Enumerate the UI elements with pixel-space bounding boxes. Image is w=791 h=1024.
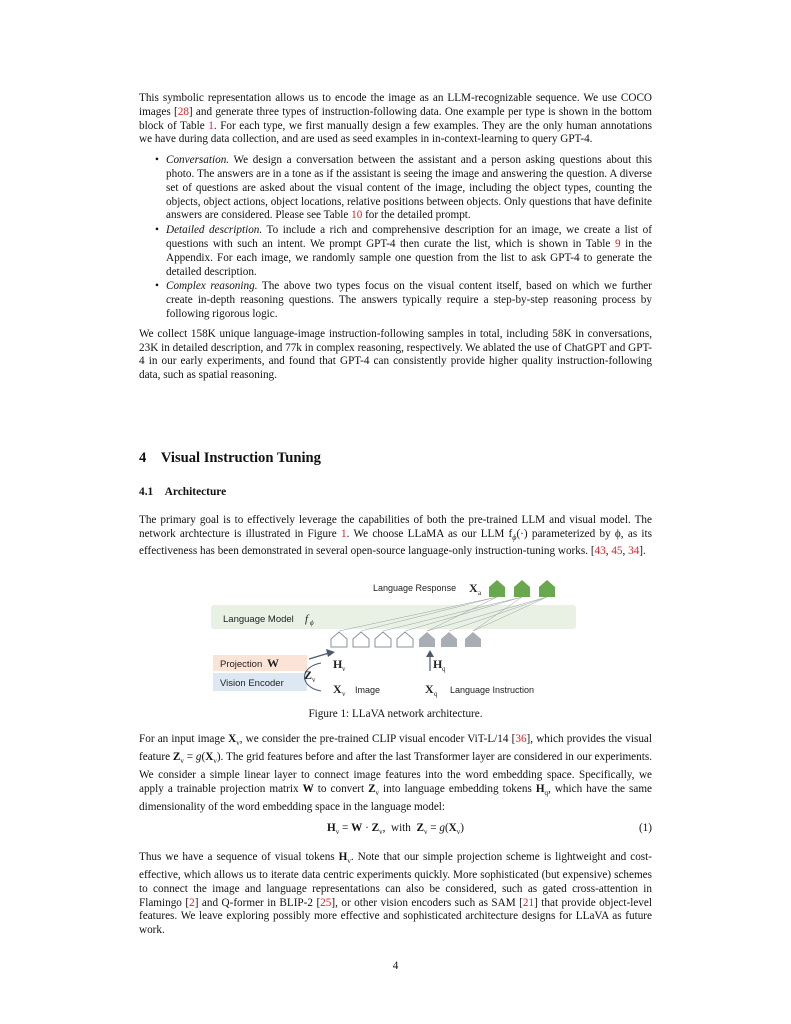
collect-paragraph: We collect 158K unique language-image instruction-following samples in total, including 58K in conversations, 23K in detailed description, and 77k in complex reasoning, respectively. We ablated the use of ChatGPT and GPT-4 in our early experiments, and found that GPT-4 can consistently provide higher quality instruction-following data, such as spatial reasoning. (139, 327, 652, 382)
language-token (441, 632, 457, 647)
subsection-heading (139, 486, 226, 498)
hq-symbol: H (433, 657, 443, 671)
text: . Note that our simple projection scheme is lightweight and cost-effective, which allows us to iterate data centric experiments quickly. More sophisticated (but expensive) schemes to connect the image and language representations can also be considered, such as gated cross-attention in Flamingo [ (139, 851, 652, 909)
arrow-head (326, 649, 335, 657)
hv-symbol: H (333, 657, 343, 671)
xv-subscript: v (342, 690, 346, 698)
citation-link[interactable]: 2 (189, 896, 195, 909)
text: , which have the same dimensionality of the word embedding space in the language model: (139, 782, 653, 813)
section-number: 4 (139, 450, 147, 466)
citation-link[interactable]: 43 (594, 544, 606, 557)
text: into language embedding tokens (379, 782, 536, 795)
output-tokens (489, 580, 555, 597)
llava-architecture-figure (211, 575, 581, 705)
list-item (166, 154, 652, 223)
hv-subscript: v (342, 665, 346, 673)
text: We design a conversation between the assistant and a person asking questions about this photo. The answers are in a tone as if the assistant is seeing the image and answering the question. A diverse set of questions are asked about the visual content of the image, including the object types, counting the objects, object actions, object locations, relative positions between objects. Only questions that have definite answers are considered. Please see Table (166, 154, 652, 222)
vision-encoder-label: Vision Encoder (220, 678, 284, 689)
image-label: Image (355, 685, 381, 695)
thus-paragraph-wrap (139, 851, 652, 938)
zv-symbol: Z (304, 668, 313, 682)
visual-tokens (331, 632, 413, 647)
text: ] and Q-former in BLIP-2 [ (194, 896, 321, 909)
text: Thus we have a sequence of visual tokens (139, 851, 339, 863)
text: This symbolic representation allows us to encode the image as an LLM-recognizable sequence. We use COCO images [ (139, 92, 652, 118)
citation-link[interactable]: 45 (611, 544, 623, 557)
section-heading (139, 450, 321, 467)
xq-subscript: q (434, 690, 438, 698)
subsection-title: Architecture (164, 486, 227, 498)
citation-link[interactable]: 21 (522, 896, 535, 909)
text: ]. (639, 544, 646, 557)
hq-arrow-head (426, 650, 434, 657)
output-token (489, 580, 505, 597)
f-subscript: ϕ (310, 619, 314, 627)
projection-label: Projection (220, 659, 263, 670)
table-link[interactable]: 1 (208, 119, 214, 132)
citation-link[interactable]: 34 (628, 544, 640, 557)
table-link[interactable]: 9 (614, 237, 621, 250)
separator: , (622, 544, 629, 557)
item-label: Detailed description. (166, 224, 263, 237)
text: For an input image (139, 733, 229, 745)
subscript: ϕ (512, 533, 517, 543)
separator: , (605, 544, 612, 557)
text: . We choose LLaMA as our LLM f (346, 527, 513, 540)
text: To include a rich and comprehensive description for an image, we create a list of questions with such an intent. We prompt GPT-4 then curate the list, which is shown in Table (166, 224, 652, 250)
text: ] that provide object-level features. We leave exploring possibly more effective and sophisticated architecture designs for LLaVA as future work. (139, 896, 652, 937)
input-paragraph-wrap (139, 733, 652, 815)
text: (·) parameterized by ϕ, as its effectiveness has been demonstrated in several open-source language-only instruction-tuning works. [ (139, 527, 653, 557)
text: ], which provides the visual feature (139, 733, 652, 764)
section-title: Visual Instruction Tuning (160, 450, 321, 466)
thus-paragraph: Thus we have a sequence of visual tokens $H_v$. Note that our simple projection scheme is lightweight and cost-effective, which allows us to iterate data centric experiments quickly. More sophisticated (but expensive) schemes to connect the image and language representations can also be considered, such as gated cross-attention in Flamingo [2] and Q-former in BLIP-2 [25], or other vision encoders such as SAM [21] that provide object-level features. We leave exploring possibly more effective and sophisticated architecture designs for LLaVA as future work. (139, 851, 652, 937)
hq-subscript: q (442, 665, 446, 673)
subsection-number: 4.1 (139, 486, 154, 498)
item-label: Conversation. (166, 154, 230, 167)
figure-link[interactable]: 1 (341, 527, 347, 540)
figure-caption: Figure 1: LLaVA network architecture. (308, 708, 483, 720)
architecture-diagram (211, 575, 581, 705)
equation-1 (139, 822, 652, 836)
list-item (166, 224, 652, 279)
instruction-label: Language Instruction (450, 685, 535, 695)
f-symbol: f (305, 613, 309, 625)
text: for the detailed prompt. (362, 209, 471, 222)
equation-symbol: H (327, 822, 336, 834)
xv-symbol: X (333, 682, 342, 696)
arch-paragraph-wrap (139, 514, 652, 559)
citation-link[interactable]: 36 (515, 733, 527, 745)
arch-paragraph (139, 514, 652, 559)
language-response-label: Language Response (373, 583, 457, 593)
language-token (419, 632, 435, 647)
text: ] and generate three types of instruction-following data. One example per type is shown in the bottom block of Table (139, 105, 652, 132)
language-token (465, 632, 481, 647)
visual-token (397, 632, 413, 647)
output-token (539, 580, 555, 597)
language-model-label: Language Model (223, 614, 294, 625)
text: The above two types focus on the visual content itself, based on which we further create in-depth reasoning questions. The answers typically require a step-by-step reasoning process by following rigorous logic. (166, 280, 652, 320)
citation-link[interactable]: 28 (177, 105, 189, 118)
arrow-line (309, 653, 329, 659)
output-token (514, 580, 530, 597)
page-number: 4 (392, 960, 399, 972)
table-link[interactable]: 10 (351, 209, 363, 222)
visual-token (353, 632, 369, 647)
xa-subscript: a (478, 589, 482, 597)
list-item (166, 280, 652, 321)
visual-token (375, 632, 391, 647)
visual-token (331, 632, 347, 647)
citation-link[interactable]: 25 (320, 896, 332, 909)
equation-number: (1) (638, 822, 652, 834)
text: ], or other vision encoders such as SAM [ (331, 896, 523, 909)
intro-paragraph (139, 92, 652, 147)
data-type-list (139, 154, 652, 322)
zv-subscript: v (312, 676, 316, 684)
text: . The grid features before and after the last Transformer layer are considered in our experiments. We consider a simple linear layer to connect image features into the word embedding space. Specifically, we apply a trainable projection matrix (139, 751, 652, 795)
xq-symbol: X (425, 682, 434, 696)
equation-body: $H_v = W \cdot Z_v$, with $Z_v = g(X_v)$ (327, 822, 464, 837)
item-label: Complex reasoning. (166, 280, 258, 293)
text: , we consider the pre-trained CLIP visual encoder ViT-L/14 [ (239, 733, 516, 745)
text: in the Appendix. For each image, we randomly sample one question from the list to ask GPT-4 to generate the detailed description. (166, 237, 652, 278)
xa-symbol: X (469, 581, 478, 595)
text: to convert (313, 782, 369, 795)
text: The primary goal is to effectively leverage the capabilities of both the pre-trained LLM and visual model. The network archtecture is illustrated in Figure (139, 514, 652, 540)
text: . For each type, we first manually design a few examples. They are the only human annotations we have during data collection, and are used as seed examples in in-context-learning to query GPT-4. (139, 119, 652, 146)
w-symbol: W (267, 656, 279, 670)
page-body (139, 92, 652, 383)
input-paragraph: For an input image $X_v$, we consider the pre-trained CLIP visual encoder ViT-L/14 [36], which provides the visual feature $Z_v = g(X_v)$. The grid features before and after the last Transformer layer are considered in our experiments. We consider a simple linear layer to connect image features into the word embedding space. Specifically, we apply a trainable projection matrix W to convert $Z_v$ into language embedding tokens $H_q$, which have the same dimensionality of the word embedding space in the language model: (139, 733, 653, 813)
language-tokens (419, 632, 481, 647)
